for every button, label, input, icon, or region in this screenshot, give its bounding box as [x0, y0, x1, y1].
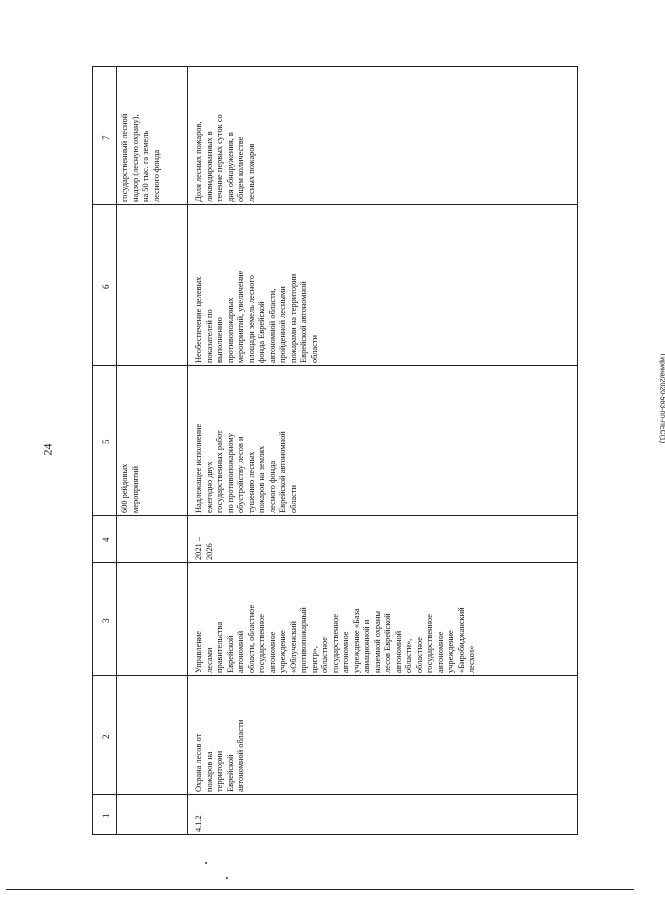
table-border-bottom: [92, 834, 578, 835]
row-indicator: Доля лесных пожаров, ликвидированных в течение первых суток со дня обнаружения, в общем количестве лесных пожаров: [194, 114, 256, 202]
col-line-1-2: [92, 794, 578, 795]
header-col-7: 7: [101, 135, 111, 140]
header-col-1: 1: [101, 813, 111, 818]
header-col-2: 2: [101, 734, 111, 739]
table-border-right: [577, 66, 578, 834]
table-border-left: [92, 66, 93, 834]
row-executors: Управление лесами правительства Еврейской автономной области, областное государственное автономное учреждение «Облученский противопожарный центр», областное государственное автономное учреждение «База авиационной и наземной охраны лесов Еврейской автономной области», областное государственное автономное учреждение «Биробиджанский лесхоз»: [194, 604, 476, 673]
col-line-4-5: [92, 515, 578, 516]
row-divider: [187, 66, 188, 834]
header-col-3: 3: [101, 618, 111, 623]
header-col-6: 6: [101, 284, 111, 289]
col-line-2-3: [92, 675, 578, 676]
row-number: 4.1.2: [194, 815, 203, 832]
col-line-6-7: [92, 204, 578, 205]
header-col-5: 5: [101, 439, 111, 444]
header-col-4: 4: [101, 537, 111, 542]
carry-col-7: государственный лесной надзор (лесную охрану), на 50 тыс. га земель лесного фонда: [120, 113, 161, 202]
page-number: 24: [40, 443, 55, 456]
carry-col-5: 600 рейдовых мероприятий: [120, 463, 140, 513]
row-name: Охрана лесов от пожаров на территории Еврейской автономной области: [194, 719, 245, 792]
row-consequences: Необеспечение целевых показателей по выполнению противопожарных мероприятий, увеличение площади земель лесного фонда Еврейской автономной области, пройденной лесными пожарами на территории Еврейской автономной области: [194, 270, 319, 363]
document-id-mark: Гирина/2020-563-пп-ЛЕС(1): [658, 353, 665, 444]
header-row-line: [116, 66, 117, 834]
col-line-3-4: [92, 562, 578, 563]
row-expected-result: Надлежащее исполнение ежегодно двух государственных работ по противопожарному обустройству лесов и тушению лесных пожаров на землях лесного фонда Еврейской автономной области: [194, 423, 298, 513]
table-border-top: [92, 66, 578, 67]
col-line-5-6: [92, 365, 578, 366]
row-period: 2021 – 2026: [194, 536, 214, 560]
